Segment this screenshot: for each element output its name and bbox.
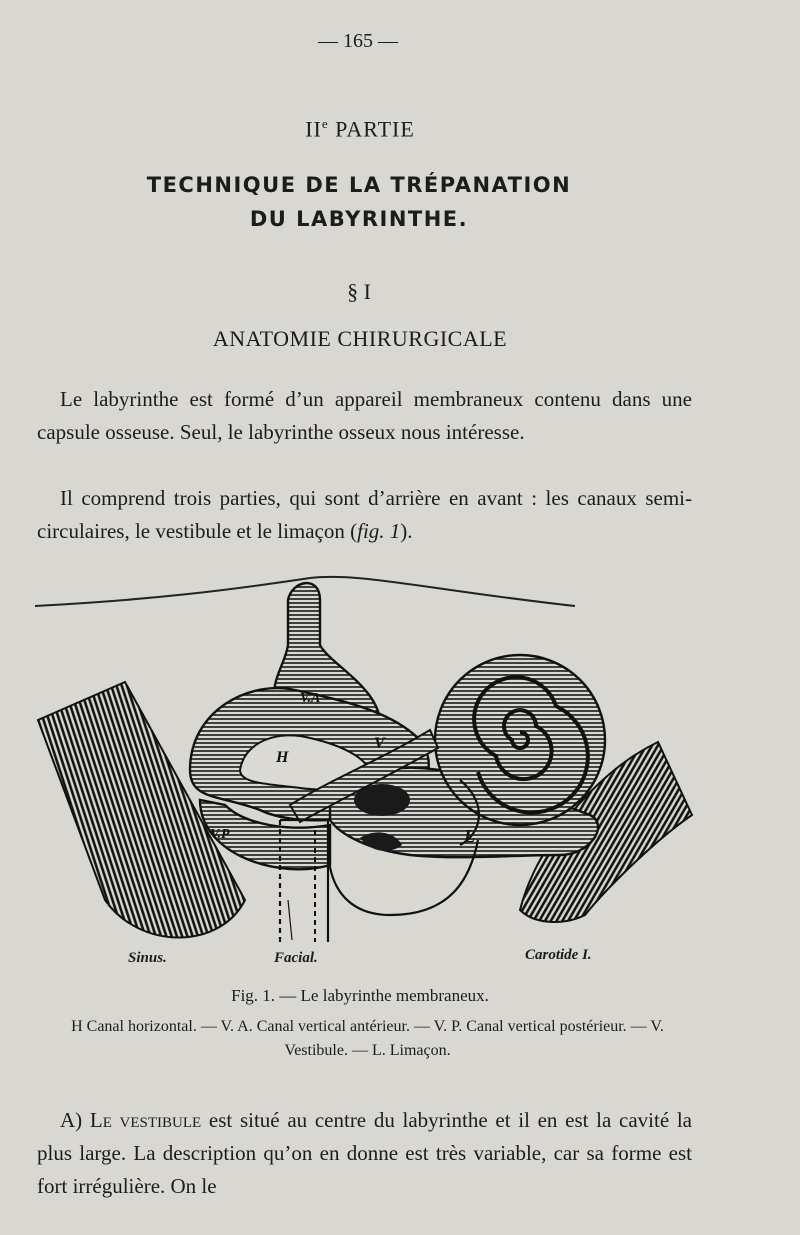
chapter-title bbox=[0, 168, 718, 236]
paragraph-3-text: est situé au centre du labyrinthe et il en est la cavité la plus large. La description qu’on en donne est très variable, car sa forme est fort irrégulière. On le bbox=[37, 1108, 692, 1198]
part-word: PARTIE bbox=[335, 116, 415, 142]
paragraph-2-end: ). bbox=[400, 519, 413, 543]
part-heading bbox=[0, 116, 720, 142]
paragraph-2 bbox=[37, 482, 692, 548]
figure-caption-legend: H Canal horizontal. — V. A. Canal vertical antérieur. — V. P. Canal vertical postérieur. — V. Vestibule. — L. Limaçon. bbox=[71, 1018, 664, 1059]
cochlea bbox=[435, 655, 605, 825]
paragraph-1-text: Le labyrinthe est formé d’un appareil membraneux contenu dans une capsule osseuse. Seul, le labyrinthe osseux nous intéresse. bbox=[37, 387, 692, 444]
facial-arrow bbox=[288, 900, 292, 940]
labyrinth-illustration bbox=[30, 570, 700, 950]
paragraph-1 bbox=[37, 383, 692, 449]
part-roman: II bbox=[305, 116, 322, 142]
letter-l: L bbox=[464, 826, 475, 846]
letter-vp: V.P bbox=[210, 827, 230, 842]
label-facial: Facial. bbox=[274, 950, 318, 966]
section-heading: ANATOMIE CHIRURGICALE bbox=[212, 326, 508, 351]
figure-reference: fig. 1 bbox=[357, 519, 401, 543]
letter-v: V bbox=[374, 735, 385, 752]
chapter-title-line-1: TECHNIQUE DE LA TRÉPANATION bbox=[146, 173, 572, 197]
part-sup: e bbox=[321, 116, 329, 131]
label-sinus: Sinus. bbox=[128, 950, 167, 966]
paragraph-3 bbox=[37, 1104, 692, 1203]
label-carotide: Carotide I. bbox=[525, 947, 592, 963]
section-number: § I bbox=[347, 279, 371, 304]
letter-h: H bbox=[276, 749, 289, 766]
paragraph-3-lead: A) Le vestibule bbox=[60, 1108, 202, 1132]
page-number: — 165 — bbox=[318, 30, 398, 52]
letter-va: V.A bbox=[300, 691, 321, 706]
figure-caption-title: Fig. 1. — Le labyrinthe membraneux. bbox=[231, 986, 489, 1005]
paragraph-2-text: Il comprend trois parties, qui sont d’arrière en avant : les canaux semi-circulaires, le vestibule et le limaçon ( bbox=[37, 486, 692, 543]
chapter-title-line-2: DU LABYRINTHE. bbox=[249, 207, 469, 231]
labyrinth-figure bbox=[30, 570, 700, 966]
